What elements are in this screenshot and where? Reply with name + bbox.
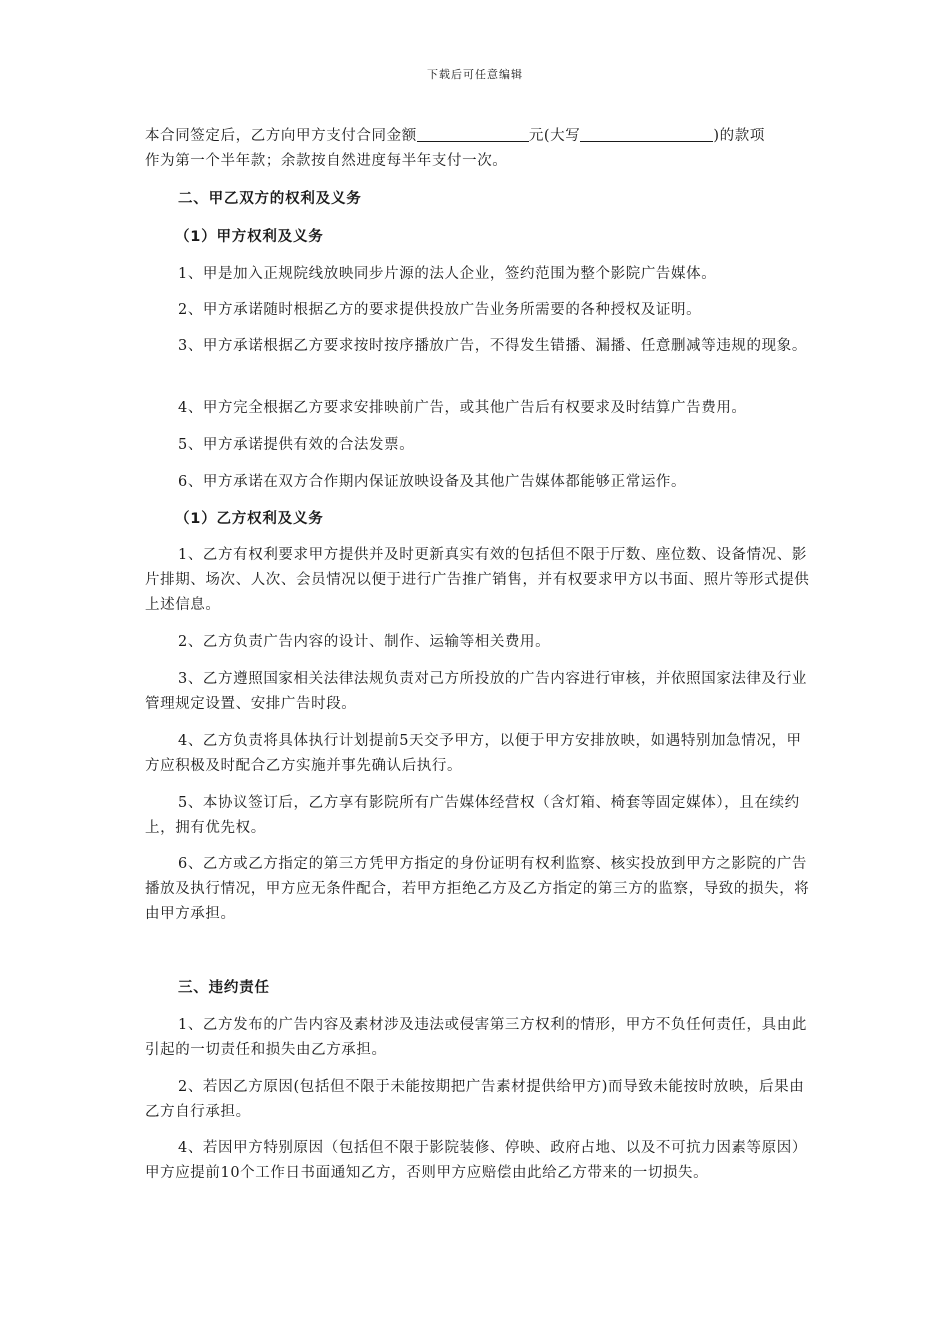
section-2-title: 二、甲乙双方的权利及义务 [178, 191, 362, 207]
intro-text-part3: )的款项 [713, 128, 765, 144]
party-b-item-6: 6、乙方或乙方指定的第三方凭甲方指定的身份证明有权利监察、核实投放到甲方之影院的广告播放及执行情况，甲方应无条件配合，若甲方拒绝乙方及乙方指定的第三方的监察，导致的损失，将由甲方承担。 [145, 856, 810, 922]
party-b-title: （1）乙方权利及义务 [175, 511, 324, 527]
party-a-item-1: 1、甲是加入正规院线放映同步片源的法人企业，签约范围为整个影院广告媒体。 [178, 266, 717, 282]
section-3-item-1: 1、乙方发布的广告内容及素材涉及违法或侵害第三方权利的情形，甲方不负任何责任，具由此引起的一切责任和损失由乙方承担。 [145, 1017, 807, 1058]
party-a-title: （1）甲方权利及义务 [175, 229, 324, 245]
party-a-item-6: 6、甲方承诺在双方合作期内保证放映设备及其他广告媒体都能够正常运作。 [178, 474, 687, 490]
party-b-item-3: 3、乙方遵照国家相关法律法规负责对己方所投放的广告内容进行审核，并依照国家法律及行业管理规定设置、安排广告时段。 [145, 671, 807, 712]
intro-text-part1: 本合同签定后，乙方向甲方支付合同金额 [145, 128, 417, 144]
party-b-item-1: 1、乙方有权利要求甲方提供并及时更新真实有效的包括但不限于厅数、座位数、设备情况、影片排期、场次、人次、会员情况以便于进行广告推广销售，并有权要求甲方以书面、照片等形式提供上述信息。 [145, 547, 810, 613]
intro-paragraph [145, 124, 810, 174]
party-b-item-4: 4、乙方负责将具体执行计划提前5天交予甲方，以便于甲方安排放映，如遇特别加急情况，甲方应积极及时配合乙方实施并事先确认后执行。 [145, 733, 802, 774]
intro-line-2: 作为第一个半年款；余款按自然进度每半年支付一次。 [145, 153, 508, 169]
intro-line-1 [145, 124, 810, 149]
section-3-item-3: 4、若因甲方特别原因（包括但不限于影院装修、停映、政府占地、以及不可抗力因素等原因）甲方应提前10个工作日书面通知乙方，否则甲方应赔偿由此给乙方带来的一切损失。 [145, 1140, 807, 1181]
party-b-item-2: 2、乙方负责广告内容的设计、制作、运输等相关费用。 [178, 634, 551, 650]
intro-text-part2: 元(大写 [528, 128, 581, 144]
amount-uppercase-blank [580, 125, 713, 142]
party-a-item-5: 5、甲方承诺提供有效的合法发票。 [178, 437, 415, 453]
party-b-item-5: 5、本协议签订后，乙方享有影院所有广告媒体经营权（含灯箱、椅套等固定媒体），且在续约上，拥有优先权。 [145, 795, 800, 836]
page-header: 下载后可任意编辑 [427, 68, 523, 81]
section-3-item-2: 2、若因乙方原因(包括但不限于未能按期把广告素材提供给甲方)而导致未能按时放映，后果由乙方自行承担。 [145, 1079, 805, 1120]
party-a-item-3: 3、甲方承诺根据乙方要求按时按序播放广告，不得发生错播、漏播、任意删减等违规的现象。 [178, 338, 807, 354]
party-a-item-4: 4、甲方完全根据乙方要求安排映前广告，或其他广告后有权要求及时结算广告费用。 [178, 400, 747, 416]
amount-blank [417, 125, 529, 142]
section-3-title: 三、违约责任 [178, 980, 270, 996]
party-a-item-2: 2、甲方承诺随时根据乙方的要求提供投放广告业务所需要的各种授权及证明。 [178, 302, 702, 318]
